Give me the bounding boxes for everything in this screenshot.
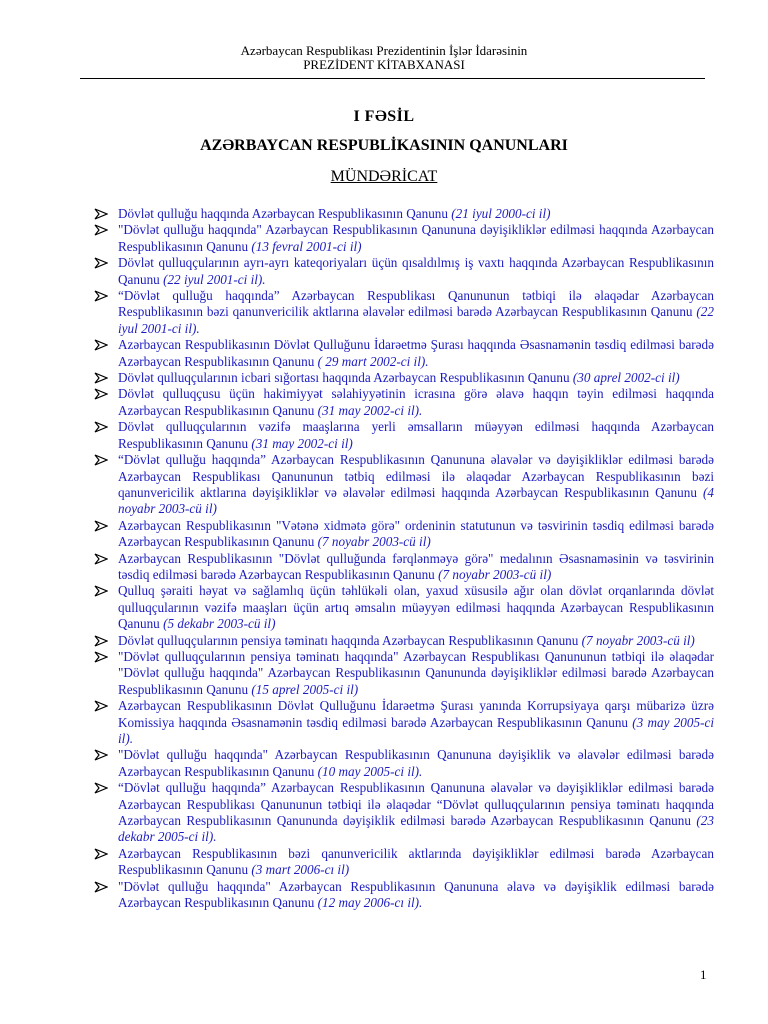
arrow-bullet-icon [94,454,108,466]
arrow-bullet-icon [94,635,108,647]
toc-item-date: (3 may 2005-ci il). [118,714,714,746]
arrow-bullet-icon [94,700,108,712]
page-number: 1 [700,967,707,982]
toc-item-date: (31 may 2002-ci il). [317,402,423,418]
arrow-bullet-icon [94,881,108,893]
toc-item-date: ( 29 mart 2002-ci il). [317,353,429,369]
toc-item-title: “Dövlət qulluğu haqqında” Azərbaycan Respublikasının Qanununa əlavələr və dəyişikliklər edilməsi barədə Azərbaycan Respublikası Qanununun tətbiq edilməsi ilə əlaqədar Azərbaycan Respublikasının bəzi qanunvericilik aktlarına dəyişikliklər və əlavələr edilməsi haqqında Azərbaycan Respublikasının Qanunu [118,452,714,500]
header-line-2: PREZİDENT KİTABXANASI [303,57,465,72]
toc-item-date: (23 dekabr 2005-ci il). [118,813,714,845]
toc-item-title: Dövlət qulluqçularının icbari sığortası haqqında Azərbaycan Respublikasının Qanunu [118,370,573,386]
toc-item[interactable] [94,206,714,222]
arrow-bullet-icon [94,372,108,384]
arrow-bullet-icon [94,257,108,269]
toc-item-title: Dövlət qulluqçusu üçün hakimiyyət səlahiyyətinin icrasına görə əlavə haqqın təyin edilməsi haqqında Azərbaycan Respublikasının Qanunu [118,386,714,418]
toc-item-title: Azərbaycan Respublikasının Dövlət Qulluğunu İdarəetmə Şurası haqqında Əsasnamənin təsdiq edilməsi barədə Azərbaycan Respublikasının Qanunu [118,337,714,369]
toc-item[interactable] [94,780,714,846]
toc-item[interactable] [94,747,714,780]
arrow-bullet-icon [94,749,108,761]
arrow-bullet-icon [94,208,108,220]
toc-item-title: Azərbaycan Respublikasının bəzi qanunvericilik aktlarında dəyişikliklər edilməsi barədə Azərbaycan Respublikasının Qanunu [118,845,714,878]
arrow-bullet-icon [94,388,108,400]
chapter-title: I FƏSİL [353,108,415,125]
toc-item[interactable] [94,386,714,419]
toc-item-date: (21 iyul 2000-ci il) [451,206,551,221]
toc-item[interactable] [94,698,714,747]
toc-item-title: Dövlət qulluqçularının pensiya təminatı haqqında Azərbaycan Respublikasının Qanunu [118,632,582,648]
toc-item-title: “Dövlət qulluğu haqqında” Azərbaycan Respublikası Qanununun tətbiqi ilə əlaqədar Azərbaycan Respublikasının bəzi qanunvericilik aktlarına əlavələr edilməsi barədə Azərbaycan Respublikasının Qanunu [118,288,714,320]
toc-item-date: (7 noyabr 2003-cü il) [317,534,431,550]
toc-item[interactable] [94,222,714,255]
toc-item-title: Azərbaycan Respublikasının Dövlət Qulluğunu İdarəetmə Şurası yanında Korrupsiyaya qarşı mübarizə üzrə Komissiya haqqında Əsasnamənin təsdiq edilməsi barədə Azərbaycan Respublikasının Qanunu [118,698,714,730]
toc-item-date: (31 may 2002-ci il) [251,435,353,451]
toc-item[interactable] [94,879,714,912]
toc-item-title: “Dövlət qulluğu haqqında” Azərbaycan Respublikasının Qanununa əlavələr və dəyişikliklər edilməsi barədə Azərbaycan Respublikası Qanununun tətbiqi ilə əlaqədar “Dövlət qulluqçularının pensiya təminatı haqqında Azərbaycan Respublikasının Qanununda dəyişiklik edilməsi barədə Azərbaycan Respublikasının Qanunu [118,780,714,829]
toc-item-title: Dövlət qulluqçularının ayrı-ayrı kateqoriyaları üçün qısaldılmış iş vaxtı haqqında Azərbaycan Respublikasının Qanunu [118,255,714,287]
toc-item-date: (13 fevral 2001-ci il) [251,238,362,254]
toc-item-title: "Dövlət qulluqçularının pensiya təminatı haqqında" Azərbaycan Respublikası Qanununun tətbiqi ilə əlaqədar "Dövlət qulluğu haqqında" Azərbaycan Respublikasının Qanununda dəyişikliklər edilməsi barədə Azərbaycan Respublikasının Qanunu [118,648,714,697]
toc-item[interactable] [94,288,714,337]
toc-item-date: (7 noyabr 2003-cü il) [438,566,552,582]
arrow-bullet-icon [94,651,108,663]
toc-item[interactable] [94,337,714,370]
arrow-bullet-icon [94,520,108,532]
toc-item-title: "Dövlət qulluğu haqqında" Azərbaycan Respublikasının Qanununa əlavə və dəyişiklik edilməsi barədə Azərbaycan Respublikasının Qanunu [118,878,714,911]
toc-item[interactable] [94,518,714,551]
toc-item[interactable] [94,649,714,698]
arrow-bullet-icon [94,290,108,302]
arrow-bullet-icon [94,421,108,433]
header-line-1: Azərbaycan Respublikası Prezidentinin İşlər İdarəsinin [240,43,528,58]
header-rule [80,78,705,79]
toc-item-date: (22 iyul 2001-ci il). [163,271,266,287]
toc-item-title: "Dövlət qulluğu haqqında" Azərbaycan Respublikasının Qanununa dəyişiklik və əlavələr edilməsi barədə Azərbaycan Respublikasının Qanunu [118,747,714,779]
toc-item[interactable] [94,633,714,649]
toc-item-title: Dövlət qulluqçularının vəzifə maaşlarına yerli əmsalların müəyyən edilməsi haqqında Azərbaycan Respublikasının Qanunu [118,419,714,451]
toc-item-title: Azərbaycan Respublikasının "Vətənə xidmətə görə" ordeninin statutunun və təsvirinin təsdiq edilməsi barədə Azərbaycan Respublikasının Qanunu [118,517,714,550]
toc-item-date: (7 noyabr 2003-cü il) [581,632,695,648]
toc-item[interactable] [94,846,714,879]
table-of-contents [94,206,714,911]
toc-item-date: (12 may 2006-cı il). [317,895,423,911]
toc-item-title: "Dövlət qulluğu haqqında" Azərbaycan Respublikasının Qanununa dəyişikliklər edilməsi haqqında Azərbaycan Respublikasının Qanunu [118,222,714,254]
contents-title: MÜNDƏRİCAT [330,168,438,185]
toc-item[interactable] [94,419,714,452]
document-header [0,44,768,72]
toc-item-date: (22 iyul 2001-ci il). [118,304,714,336]
arrow-bullet-icon [94,848,108,860]
toc-item-title: Azərbaycan Respublikasının "Dövlət qulluğunda fərqlənməyə görə" medalının Əsasnaməsinin və təsvirinin təsdiq edilməsi barədə Azərbaycan Respublikasının Qanunu [118,550,714,582]
toc-item[interactable] [94,255,714,288]
contents-heading [0,168,768,186]
toc-item-date: (5 dekabr 2003-cü il) [163,616,276,632]
arrow-bullet-icon [94,553,108,565]
toc-item[interactable] [94,452,714,518]
toc-item-title: Dövlət qulluğu haqqında Azərbaycan Respublikasının Qanunu [118,206,452,221]
arrow-bullet-icon [94,782,108,794]
section-subtitle: AZƏRBAYCAN RESPUBLİKASININ QANUNLARI [200,137,568,154]
toc-item-date: (3 mart 2006-cı il) [251,862,350,878]
toc-item[interactable] [94,370,714,386]
arrow-bullet-icon [94,339,108,351]
toc-item[interactable] [94,583,714,632]
toc-item-date: (10 may 2005-ci il). [317,763,423,779]
arrow-bullet-icon [94,224,108,236]
toc-item-date: (4 noyabr 2003-cü il) [118,484,714,517]
toc-item-title: Qulluq şəraiti həyat və sağlamlıq üçün təhlükəli olan, yaxud xüsusilə ağır olan dövlət orqanlarında dövlət qulluqçularının vəzifə maaşları üçün artıq əmsalın müəyyən edilməsi haqqında Azərbaycan Respublikasının Qanunu [118,583,714,632]
toc-item-date: (30 aprel 2002-ci il) [572,370,680,386]
toc-item[interactable] [94,551,714,584]
arrow-bullet-icon [94,585,108,597]
toc-item-date: (15 aprel 2005-ci il) [251,681,359,697]
